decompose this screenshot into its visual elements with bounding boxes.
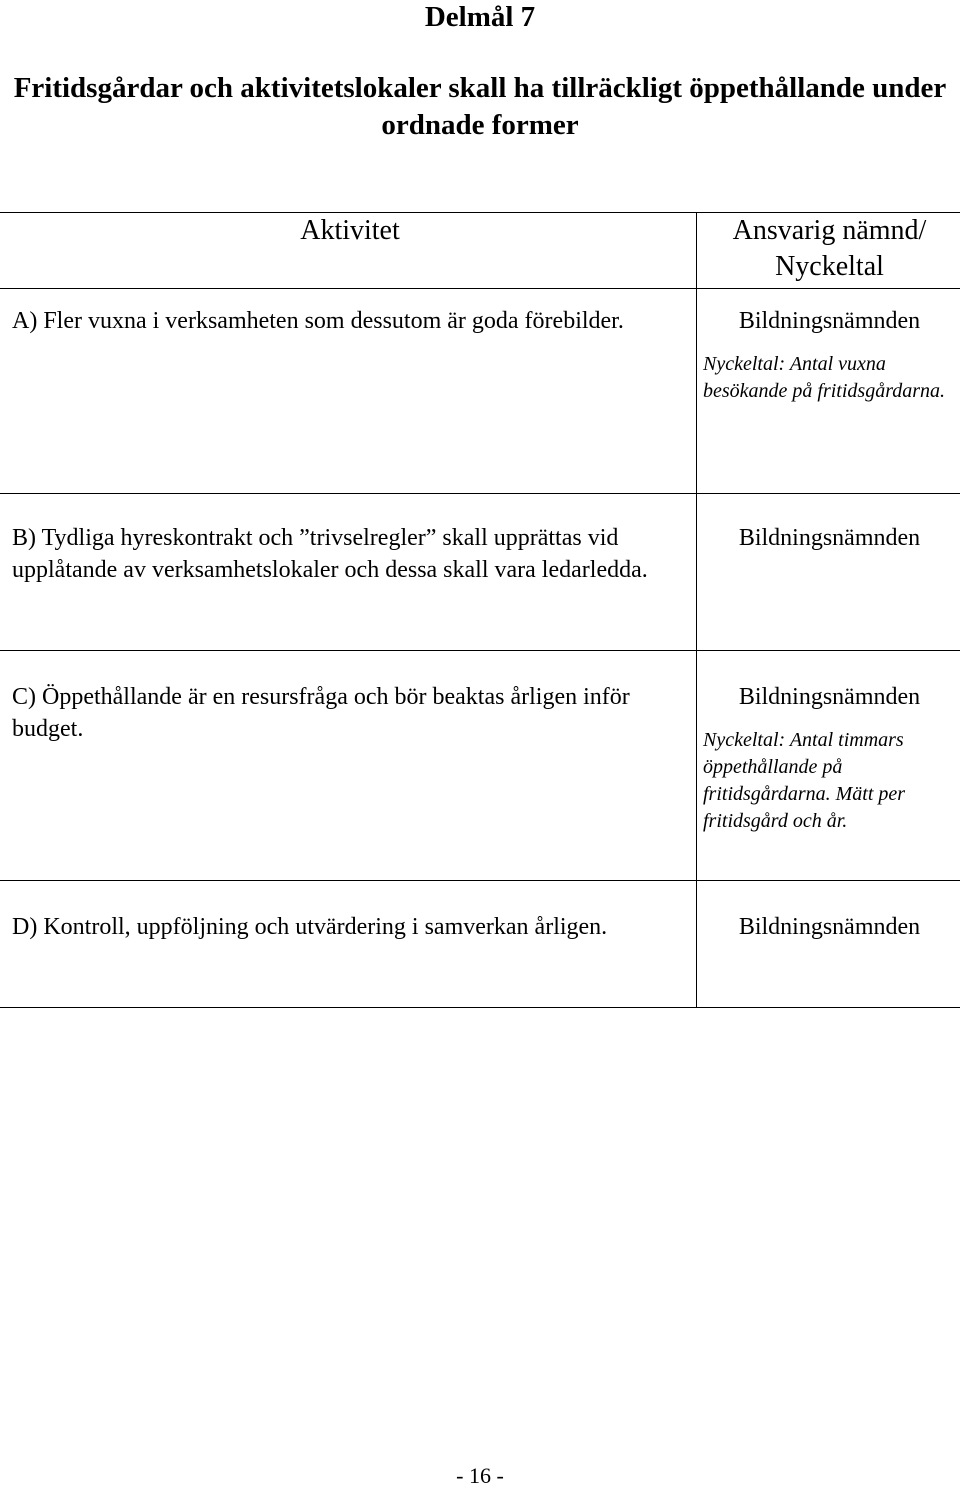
- table-row: [0, 651, 960, 881]
- responsible-committee: Bildningsnämnden: [738, 914, 921, 940]
- responsible-cell: [697, 289, 960, 494]
- activity-text: B) Tydliga hyreskontrakt och ”trivselregler” skall upprättas vid upplåtande av verksamhetslokaler och dessa skall vara ledarledda.: [12, 525, 648, 583]
- activity-table: [0, 212, 960, 1008]
- column-header-activity: Aktivitet: [300, 215, 400, 246]
- responsible-committee: Bildningsnämnden: [738, 684, 921, 710]
- table-header-row: [0, 213, 960, 289]
- kpi-text: Nyckeltal: Antal vuxna besökande på fritidsgårdarna.: [703, 353, 946, 402]
- activity-cell: [0, 651, 697, 881]
- responsible-cell: [697, 651, 960, 881]
- header-cell-responsible: [697, 213, 960, 289]
- page-number: - 16 -: [456, 1463, 504, 1488]
- kpi-text: Nyckeltal: Antal timmars öppethållande på fritidsgårdarna. Mätt per fritidsgård och år.: [703, 729, 906, 832]
- responsible-cell: [697, 494, 960, 651]
- activity-text: C) Öppethållande är en resursfråga och bör beaktas årligen inför budget.: [12, 684, 630, 742]
- activity-cell: [0, 494, 697, 651]
- header-cell-activity: [0, 213, 697, 289]
- section-title: Delmål 7: [424, 1, 536, 33]
- activity-text: D) Kontroll, uppföljning och utvärdering i samverkan årligen.: [12, 914, 608, 940]
- column-header-responsible: Ansvarig nämnd/ Nyckeltal: [732, 215, 927, 282]
- responsible-cell: [697, 881, 960, 1008]
- table-row: [0, 881, 960, 1008]
- table-row: [0, 289, 960, 494]
- responsible-committee: Bildningsnämnden: [738, 308, 921, 334]
- activity-cell: [0, 881, 697, 1008]
- responsible-committee: Bildningsnämnden: [738, 525, 921, 551]
- goal-heading: Fritidsgårdar och aktivitetslokaler skall ha tillräckligt öppethållande under ordnade former: [13, 72, 947, 141]
- activity-cell: [0, 289, 697, 494]
- table-row: [0, 494, 960, 651]
- activity-text: A) Fler vuxna i verksamheten som dessutom är goda förebilder.: [12, 308, 624, 334]
